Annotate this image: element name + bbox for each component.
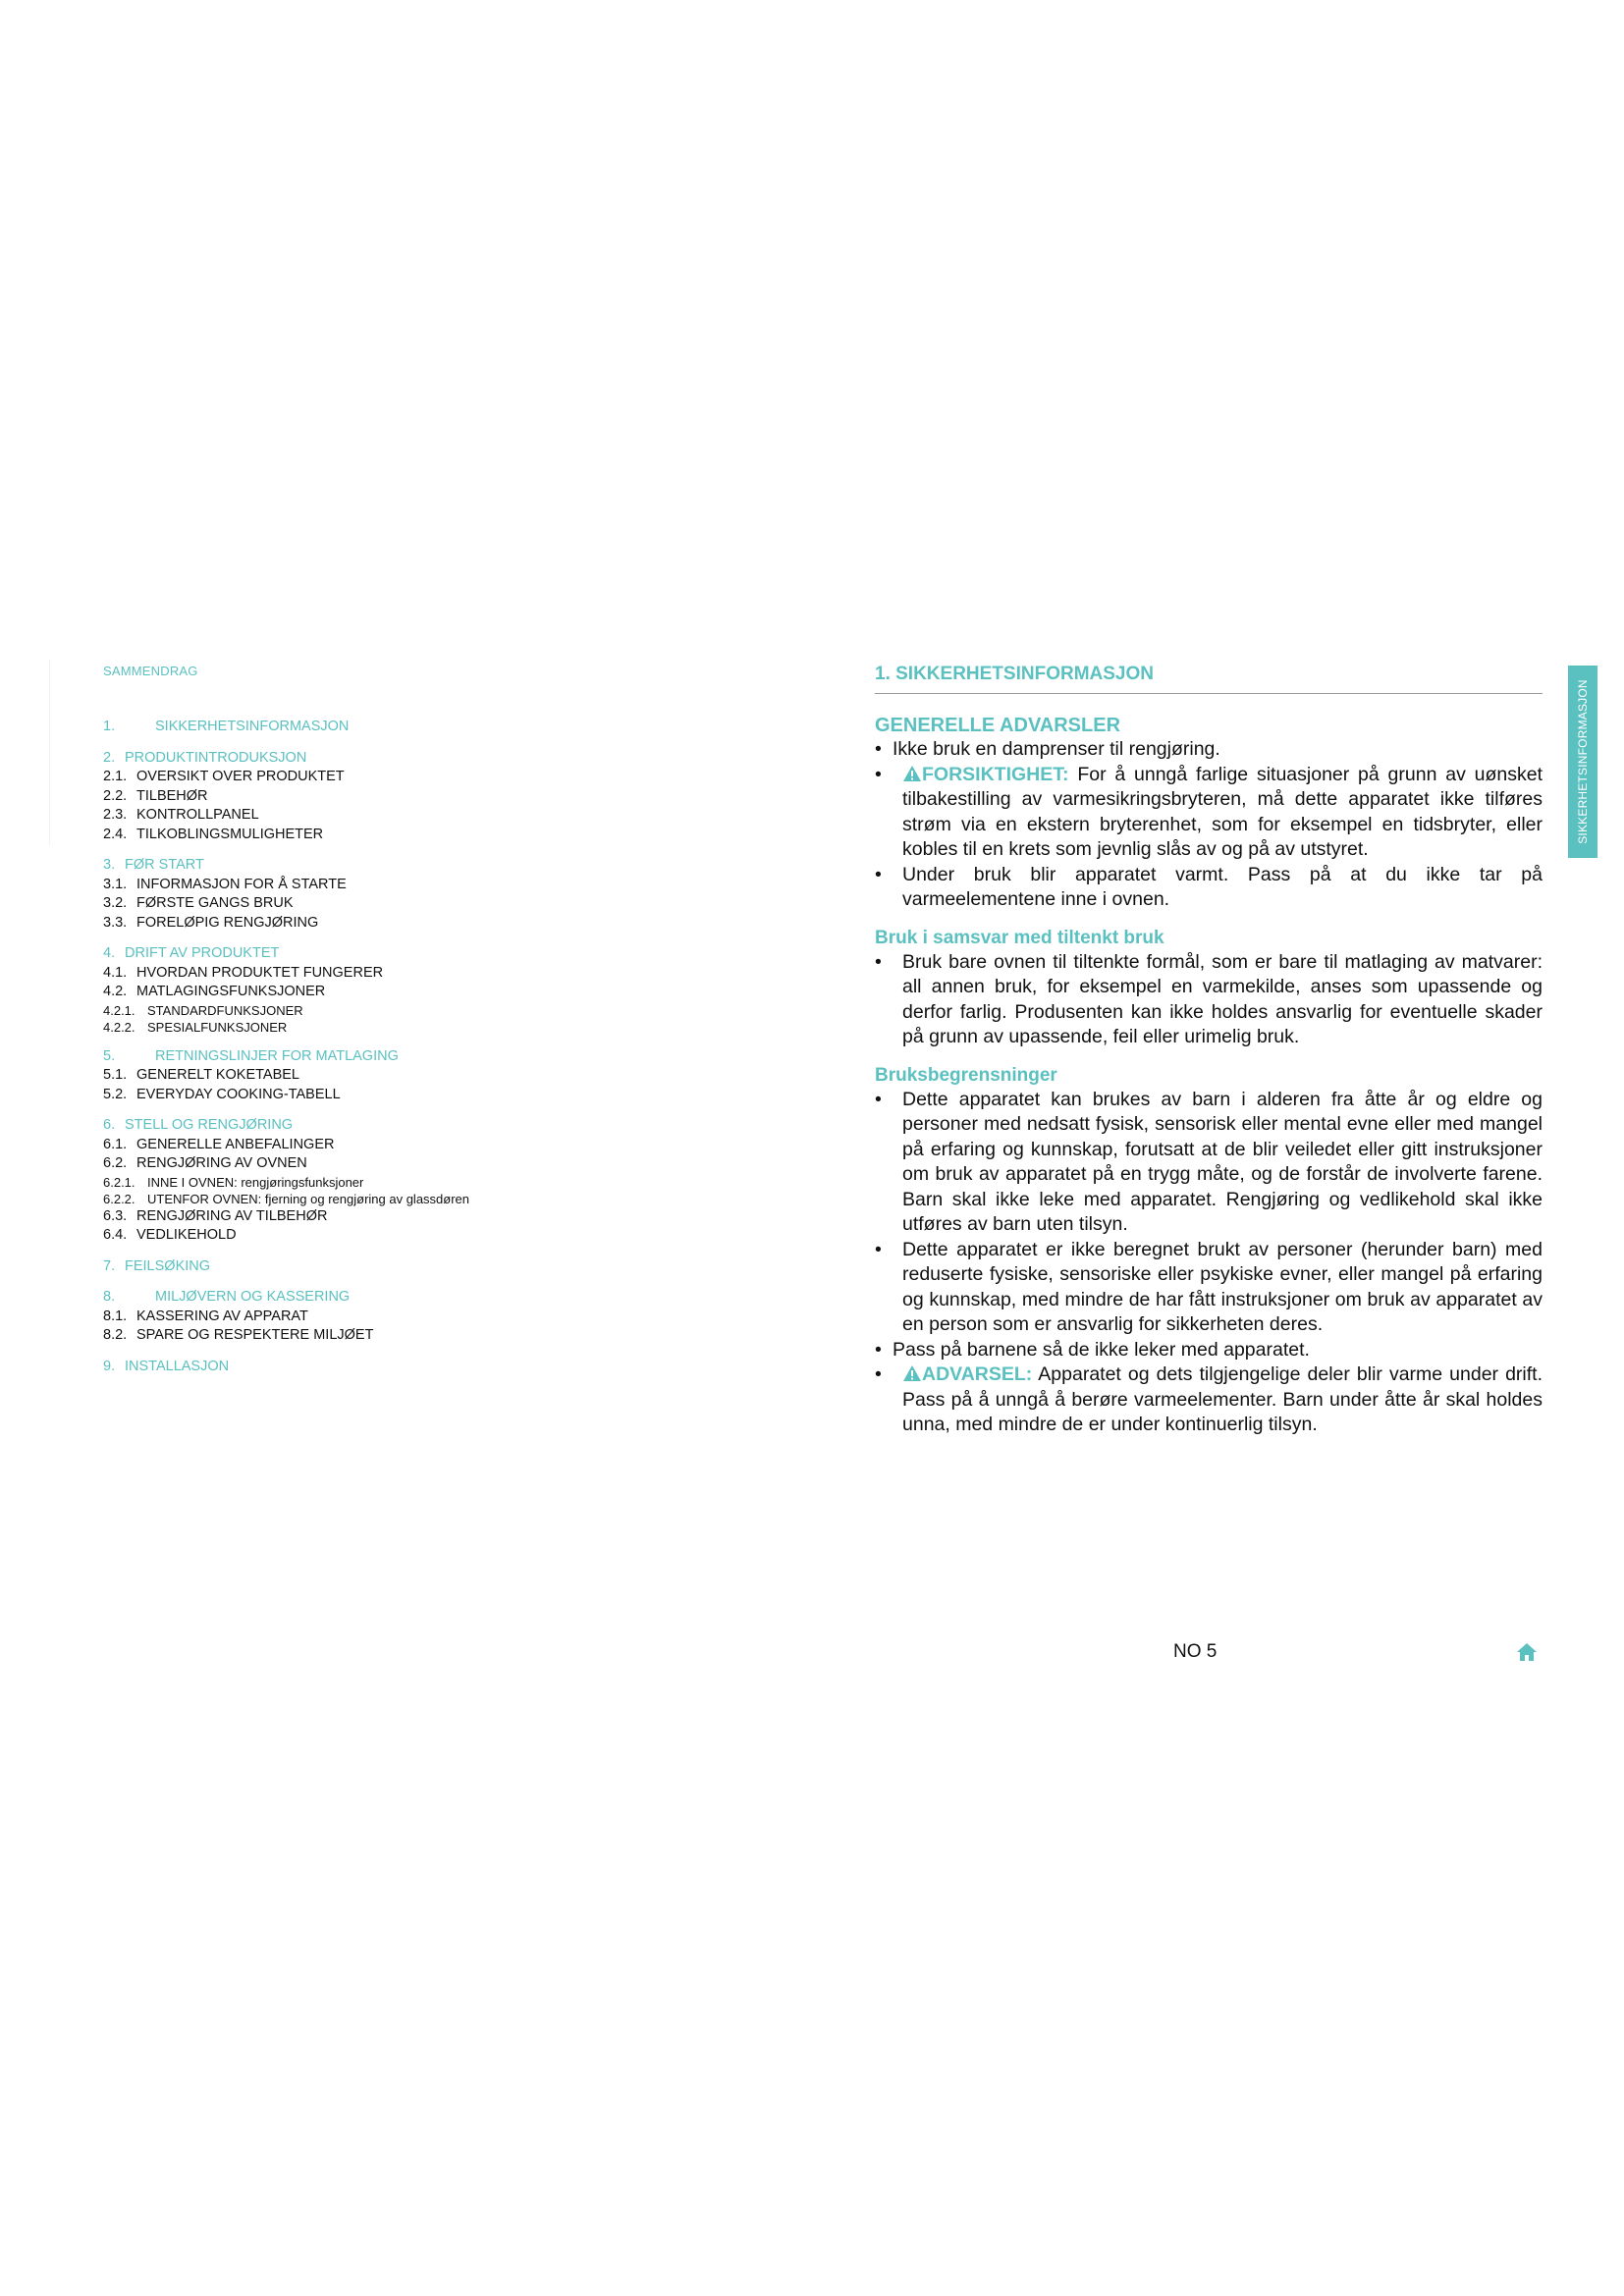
toc-subentry-number: 3.1. (103, 876, 128, 892)
toc-subentry[interactable] (103, 1002, 565, 1019)
toc-subentry-number: 6.2.2. (103, 1191, 135, 1206)
toc-subentry[interactable] (103, 1154, 565, 1174)
toc-entry[interactable] (103, 1116, 565, 1136)
toc-subentry-title: UTENFOR OVNEN: fjerning og rengjøring av glassdøren (147, 1191, 470, 1206)
toc-subentry-number: 6.1. (103, 1136, 128, 1152)
toc-subentry-number: 3.3. (103, 914, 128, 931)
toc-section (103, 1116, 565, 1246)
toc-entry-title: DRIFT AV PRODUKTET (125, 945, 280, 961)
toc-subentry-title: GENERELT KOKETABEL (136, 1067, 299, 1083)
toc-entry-number: 2. (103, 749, 116, 766)
toc-subentry[interactable] (103, 1207, 565, 1227)
toc-section (103, 944, 565, 1036)
toc-subentry-title: KONTROLLPANEL (136, 807, 259, 823)
toc-entry-title: FØR START (125, 857, 204, 873)
toc-subentry[interactable] (103, 964, 565, 984)
warning-label (902, 1363, 1032, 1385)
section-heading: Bruksbegrensninger (875, 1064, 1057, 1086)
toc-subentry[interactable] (103, 1308, 565, 1327)
toc-entry[interactable] (103, 944, 565, 964)
toc-subentry-number: 5.2. (103, 1086, 128, 1102)
bullet-text: Dette apparatet er ikke beregnet brukt av personer (herunder barn) med reduserte fysiske, sensoriske eller psykiske evner, eller mangel på erfaring og kunnskap, med mindre de har fått instruksjoner om bruk av apparatet av en person som er ansvarlig for sikkerheten deres. (902, 1238, 1543, 1335)
bullet-text: Apparatet og dets tilgjengelige deler blir varme under drift. Pass på å unngå å berøre varmeelementer. Barn under åtte år skal holdes unna, med mindre de er under kontinuerlig tilsyn. (902, 1363, 1543, 1435)
left-margin-rule (49, 660, 50, 846)
toc-subentry-number: 6.3. (103, 1207, 128, 1224)
toc-subentry-number: 8.2. (103, 1327, 128, 1343)
toc-entry-number: 4. (103, 945, 116, 961)
toc-entry-title: MILJØVERN OG KASSERING (155, 1289, 351, 1305)
bullet-text: Pass på barnene så de ikke leker med apparatet. (893, 1338, 1310, 1361)
section-heading: GENERELLE ADVARSLER (875, 715, 1121, 736)
toc-entry-title: INSTALLASJON (125, 1358, 230, 1374)
toc-subentry-number: 2.3. (103, 807, 128, 823)
bullet-list (875, 1088, 1543, 1438)
toc-entry-number: 8. (103, 1289, 116, 1305)
toc-subentry-title: RENGJØRING AV OVNEN (136, 1155, 307, 1171)
toc-entry[interactable] (103, 718, 565, 737)
toc-subentry-number: 8.1. (103, 1308, 128, 1324)
toc-subentry[interactable] (103, 894, 565, 914)
toc-subentry-title: FØRSTE GANGS BRUK (136, 895, 294, 911)
toc-subentry[interactable] (103, 1191, 565, 1207)
toc-section (103, 1257, 565, 1277)
toc-subentry-title: INNE I OVNEN: rengjøringsfunksjoner (147, 1174, 364, 1190)
toc-section (103, 1358, 565, 1377)
toc-section (103, 1288, 565, 1346)
section-heading: Bruk i samsvar med tiltenkt bruk (875, 927, 1164, 948)
bullet-item (875, 1088, 1543, 1238)
toc-subentry-number: 5.1. (103, 1067, 128, 1083)
chapter-title: 1. SIKKERHETSINFORMASJON (875, 664, 1543, 694)
toc-entry[interactable] (103, 856, 565, 876)
toc-subentry-number: 4.1. (103, 964, 128, 981)
toc-subentry-number: 6.2.1. (103, 1174, 135, 1190)
table-of-contents (103, 664, 565, 1388)
toc-subentry[interactable] (103, 983, 565, 1002)
bullet-item (875, 763, 1543, 863)
toc-section (103, 718, 565, 737)
toc-entry-title: PRODUKTINTRODUKSJON (125, 749, 307, 766)
toc-subentry-number: 4.2. (103, 984, 128, 999)
toc-subentry[interactable] (103, 1066, 565, 1086)
content-sections (875, 714, 1543, 1438)
safety-content (875, 664, 1543, 1438)
toc-subentry-title: KASSERING AV APPARAT (136, 1308, 308, 1324)
bullet-item (875, 1338, 1543, 1363)
toc-subentry-title: TILKOBLINGSMULIGHETER (136, 826, 324, 842)
toc-entry-number: 1. (103, 719, 116, 734)
toc-subentry-number: 2.2. (103, 787, 128, 804)
toc-subentry-title: OVERSIKT OVER PRODUKTET (136, 769, 345, 784)
bullet-item (875, 1238, 1543, 1338)
toc-subentry[interactable] (103, 806, 565, 826)
bullet-list (875, 950, 1543, 1050)
toc-subentry-title: GENERELLE ANBEFALINGER (136, 1136, 335, 1152)
toc-subentry-title: HVORDAN PRODUKTET FUNGERER (136, 964, 384, 981)
toc-subentry-title: EVERYDAY COOKING-TABELL (136, 1086, 341, 1102)
toc-subentry[interactable] (103, 826, 565, 845)
toc-subentry-title: STANDARDFUNKSJONER (147, 1002, 303, 1018)
toc-subentry[interactable] (103, 876, 565, 895)
toc-section (103, 856, 565, 933)
toc-list (103, 718, 565, 1376)
toc-subentry-title: SPESIALFUNKSJONER (147, 1019, 288, 1035)
side-tab-label: SIKKERHETSINFORMASJON (1576, 679, 1590, 844)
toc-subentry[interactable] (103, 1086, 565, 1105)
warning-label-text: ADVARSEL: (922, 1363, 1033, 1385)
toc-subentry[interactable] (103, 768, 565, 787)
toc-subentry-number: 3.2. (103, 895, 128, 911)
warning-triangle-icon (902, 765, 922, 782)
toc-subentry-title: INFORMASJON FOR Å STARTE (136, 876, 347, 892)
toc-subentry-title: SPARE OG RESPEKTERE MILJØET (136, 1327, 374, 1343)
toc-subentry-number: 2.4. (103, 826, 128, 842)
toc-entry[interactable] (103, 749, 565, 769)
toc-subentry[interactable] (103, 1136, 565, 1155)
toc-entry-title: SIKKERHETSINFORMASJON (155, 719, 350, 734)
page-number: NO 5 (1173, 1641, 1218, 1662)
toc-entry-number: 6. (103, 1117, 116, 1133)
bullet-text: Ikke bruk en damprenser til rengjøring. (893, 738, 1220, 760)
toc-entry-number: 3. (103, 857, 116, 873)
toc-entry[interactable] (103, 1257, 565, 1277)
toc-subentry-number: 4.2.2. (103, 1019, 135, 1035)
toc-entry-title: RETNINGSLINJER FOR MATLAGING (155, 1047, 399, 1064)
warning-label-text: FORSIKTIGHET: (922, 763, 1069, 785)
toc-subentry-number: 2.1. (103, 769, 128, 784)
toc-subentry[interactable] (103, 914, 565, 934)
toc-section (103, 1047, 565, 1105)
bullet-list (875, 737, 1543, 913)
toc-section (103, 749, 565, 845)
toc-entry-title: FEILSØKING (125, 1257, 211, 1274)
toc-entry[interactable] (103, 1047, 565, 1067)
bullet-item (875, 1362, 1543, 1438)
toc-subentry-title: FORELØPIG RENGJØRING (136, 914, 319, 931)
toc-subentry[interactable] (103, 787, 565, 807)
toc-entry[interactable] (103, 1358, 565, 1377)
bullet-text: Bruk bare ovnen til tiltenkte formål, som er bare til matlaging av matvarer: all annen bruk, for eksempel en varmekilde, anses som upassende og derfor farlig. Produsenten kan ikke holdes ansvarlig for eventuelle skader på grunn av upassende, feil eller urimelig bruk. (902, 950, 1543, 1047)
toc-entry-number: 9. (103, 1358, 116, 1374)
toc-entry-number: 5. (103, 1047, 116, 1064)
toc-subentry-number: 6.2. (103, 1155, 128, 1171)
toc-subentry[interactable] (103, 1326, 565, 1346)
bullet-text: Under bruk blir apparatet varmt. Pass på at du ikke tar på varmeelementene inne i ovnen. (902, 863, 1543, 910)
warning-triangle-icon (902, 1364, 922, 1382)
toc-entry-number: 7. (103, 1257, 116, 1274)
toc-subentry-title: MATLAGINGSFUNKSJONER (136, 984, 326, 999)
toc-subentry-title: VEDLIKEHOLD (136, 1227, 237, 1243)
toc-subentry[interactable] (103, 1226, 565, 1246)
toc-heading: SAMMENDRAG (103, 664, 198, 678)
toc-subentry-title: RENGJØRING AV TILBEHØR (136, 1207, 328, 1224)
toc-subentry-title: TILBEHØR (136, 787, 208, 804)
toc-entry[interactable] (103, 1288, 565, 1308)
home-icon[interactable] (1516, 1642, 1538, 1662)
toc-subentry[interactable] (103, 1019, 565, 1036)
toc-entry-title: STELL OG RENGJØRING (125, 1117, 294, 1133)
bullet-item (875, 950, 1543, 1050)
bullet-item (875, 863, 1543, 913)
toc-subentry[interactable] (103, 1174, 565, 1191)
toc-subentry-number: 4.2.1. (103, 1002, 135, 1018)
warning-label (902, 764, 1069, 785)
bullet-text: For å unngå farlige situasjoner på grunn av uønsket tilbakestilling av varmesikringsbryteren, må dette apparatet ikke tilføres strøm via en ekstern bryterenhet, som for eksempel en tidsbryter, eller kobles til en krets som jevnlig slås av og på av utstyret. (902, 763, 1543, 860)
bullet-item (875, 737, 1543, 763)
toc-subentry-number: 6.4. (103, 1227, 128, 1243)
bullet-text: Dette apparatet kan brukes av barn i alderen fra åtte år og eldre og personer med nedsatt fysisk, sensorisk eller mental evne eller med mangel på erfaring og kunnskap, forutsatt at de blir veiledet eller gitt instruksjoner om bruk av apparatet på en trygg måte, og de forstår de involverte farene. Barn skal ikke leke med apparatet. Rengjøring og vedlikehold skal ikke utføres av barn uten tilsyn. (902, 1088, 1543, 1235)
chapter-side-tab[interactable] (1568, 666, 1597, 858)
